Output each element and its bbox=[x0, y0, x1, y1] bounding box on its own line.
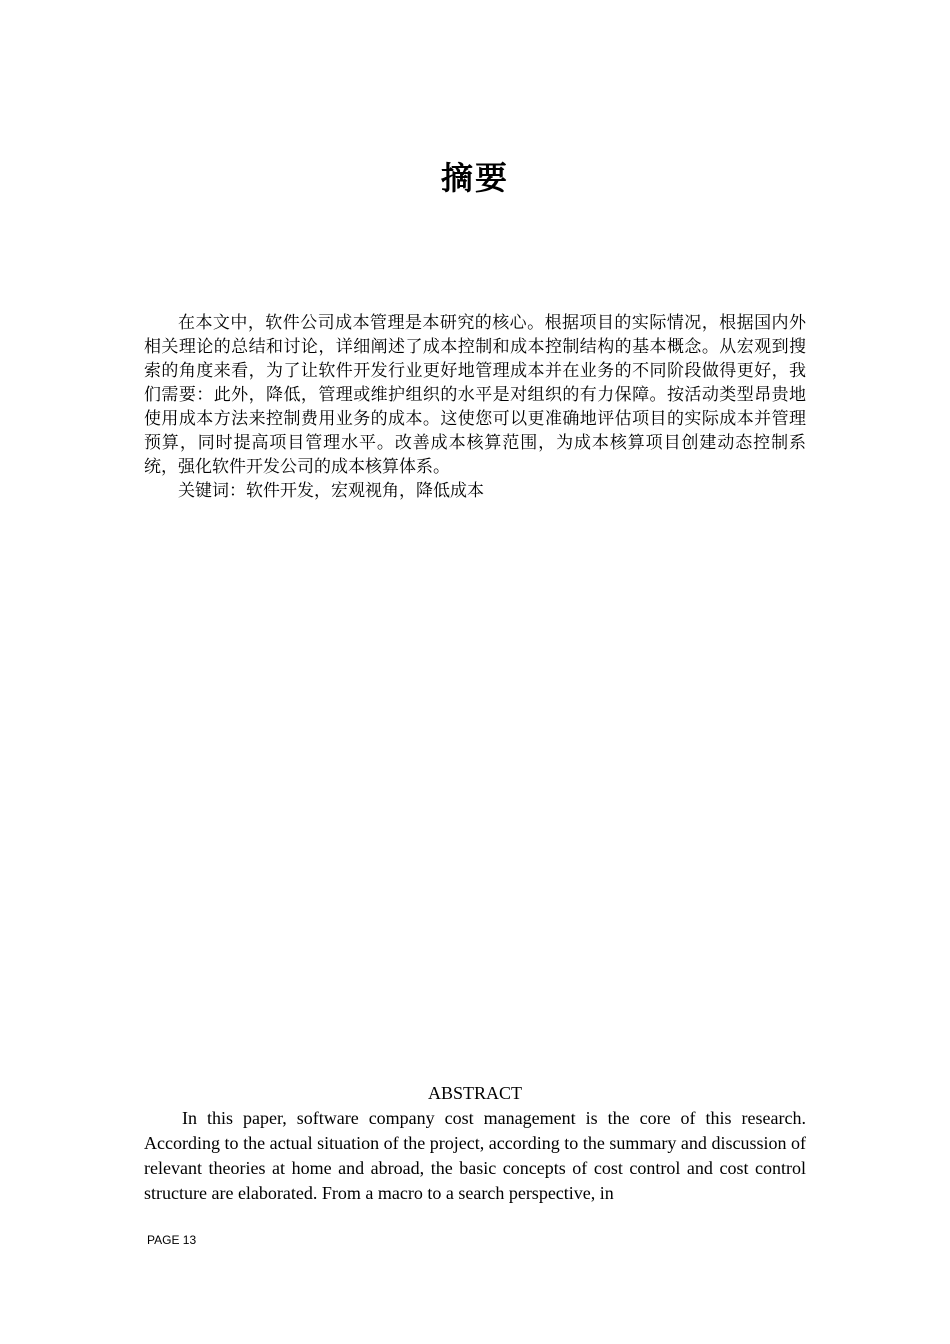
english-abstract-section bbox=[144, 1106, 806, 1206]
chinese-abstract-paragraph: 在本文中，软件公司成本管理是本研究的核心。根据项目的实际情况，根据国内外相关理论的总结和讨论，详细阐述了成本控制和成本控制结构的基本概念。从宏观到搜索的角度来看，为了让软件开发行业更好地管理成本并在业务的不同阶段做得更好，我们需要：此外，降低，管理或维护组织的水平是对组织的有力保障。按活动类型昂贵地使用成本方法来控制费用业务的成本。这使您可以更准确地评估项目的实际成本并管理预算，同时提高项目管理水平。改善成本核算范围，为成本核算项目创建动态控制系统，强化软件开发公司的成本核算体系。 bbox=[144, 313, 806, 477]
chinese-abstract-title: 摘要 bbox=[440, 159, 509, 197]
chinese-keywords: 关键词：软件开发，宏观视角，降低成本 bbox=[178, 481, 484, 501]
english-abstract-paragraph: In this paper, software company cost management is the core of this research. According to the actual situation of the project, according to the summary and discussion of relevant theories at home and abroad, the basic concepts of cost control and cost control structure are elaborated. From a macro to a search perspective, in bbox=[144, 1108, 806, 1203]
page-number: PAGE 13 bbox=[147, 1233, 197, 1247]
chinese-abstract-section bbox=[144, 311, 806, 503]
english-abstract-title: ABSTRACT bbox=[427, 1083, 523, 1103]
